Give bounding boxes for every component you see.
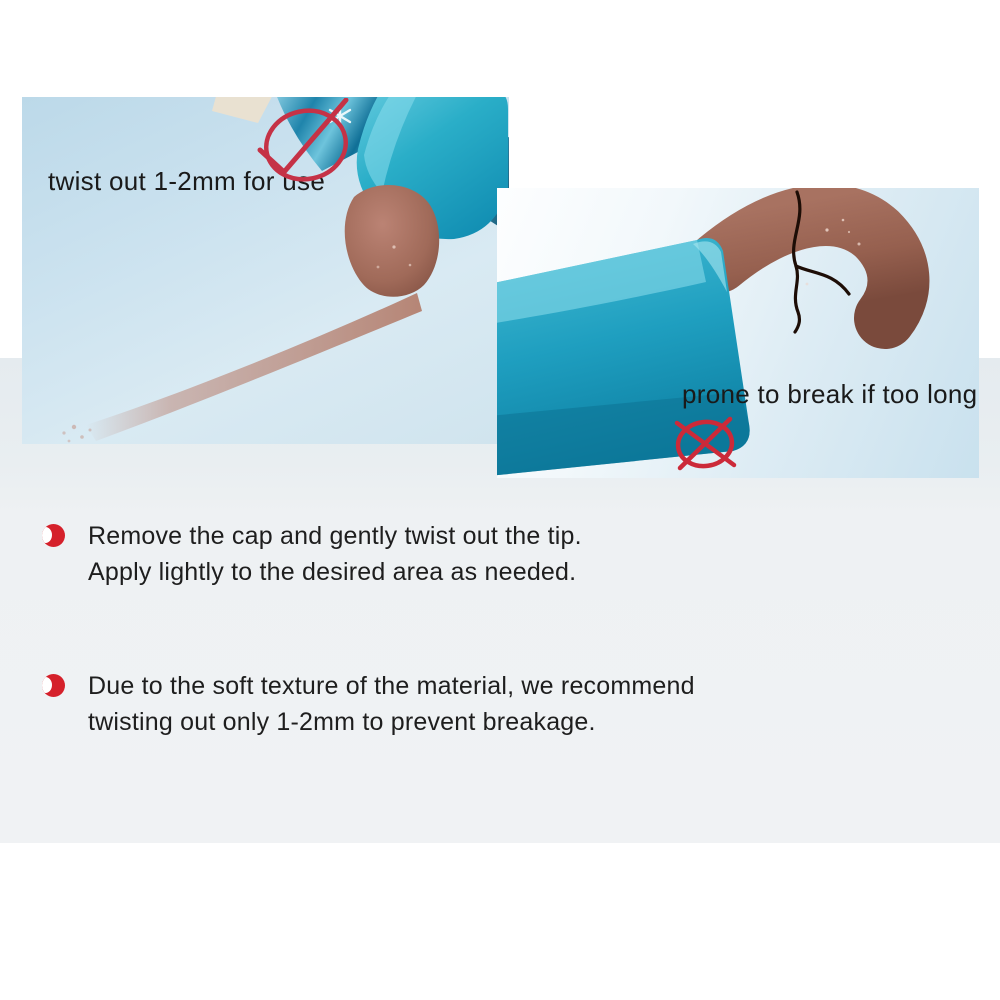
instruction-text-2	[88, 668, 948, 740]
cross-circle-icon	[666, 412, 746, 476]
caption-correct-usage: twist out 1-2mm for use	[48, 166, 326, 196]
check-circle-icon	[242, 98, 352, 198]
instruction-2-line-1: Due to the soft texture of the material, we recommend	[88, 672, 695, 700]
instruction-2-line-2: twisting out only 1-2mm to prevent breakage.	[88, 708, 596, 736]
extended-tip	[719, 192, 898, 332]
drawn-line	[62, 293, 422, 442]
instruction-1-line-2: Apply lightly to the desired area as needed.	[88, 558, 577, 586]
bullet-dot-icon	[42, 524, 65, 547]
stick-tip	[345, 185, 439, 297]
instruction-1-line-1: Remove the cap and gently twist out the tip.	[88, 522, 582, 550]
instruction-text-1	[88, 518, 948, 590]
caption-broken-tip: prone to break if too long	[682, 379, 978, 409]
bullet-dot-icon	[42, 674, 65, 697]
